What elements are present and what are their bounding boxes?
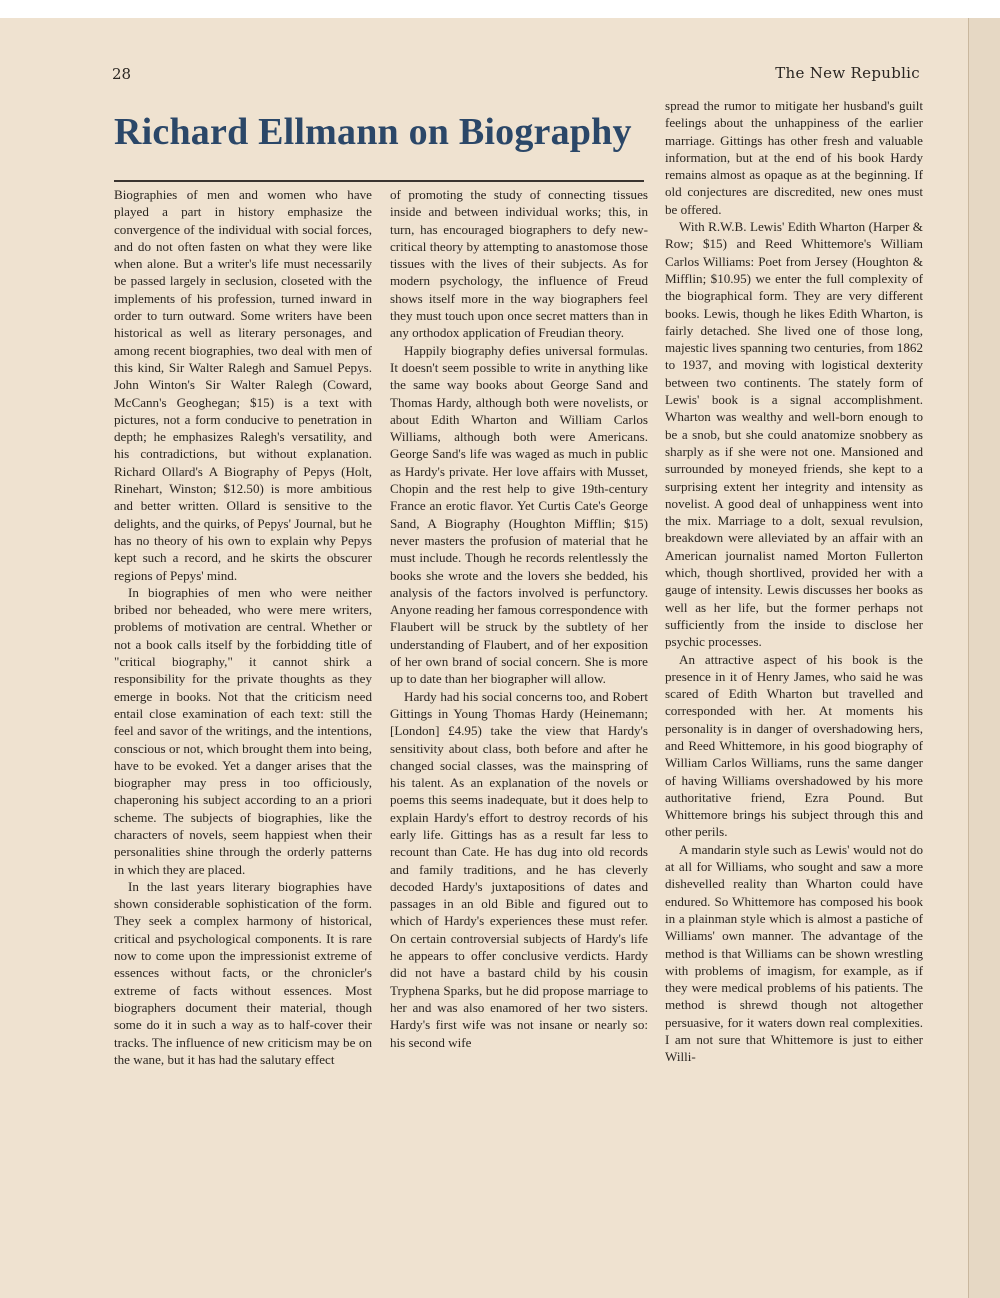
text-column-1	[114, 186, 372, 1068]
text-column-2	[390, 186, 648, 1051]
page-number: 28	[112, 65, 132, 83]
publication-name: The New Republic	[775, 64, 920, 82]
paragraph: Biographies of men and women who have played a part in history emphasize the convergence of the individual with social forces, and do not often fasten on what they were like when alone. But a writer's life must necessarily be passed largely in seclusion, closeted with the implements of his profession, turned inward in order to turn outward. Some writers have been historical as well as literary personages, and among recent biographies, two deal with men of this kind, Sir Walter Ralegh and Samuel Pepys. John Winton's Sir Walter Ralegh (Coward, McCann's Geoghegan; $15) is a text with pictures, not a form conducive to penetration in depth; he emphasizes Ralegh's versatility, and his contradictions, but without explanation. Richard Ollard's A Biography of Pepys (Holt, Rinehart, Winston; $12.50) is more ambitious and better written. Ollard is sensitive to the delights, and the quirks, of Pepys' Journal, but he has no theory of his own to explain why Pepys kept such a record, and he skirts the obscurer regions of Pepys' mind.	[114, 187, 372, 583]
paragraph: In biographies of men who were neither bribed nor beheaded, who were mere writers, problems of motivation are central. Whether or not a book calls itself by the forbidding title of "critical biography," it cannot shirk a responsibility for the private thoughts as they emerge in books. Not that the criticism need entail close examination of each text: still the feel and savor of the writings, and the intentions, conscious or not, which brought them into being, have to be evoked. Yet a danger arises that the biographer may press in too officiously, chaperoning his subject according to an a priori scheme. The subjects of biographies, like the characters of novels, seem happiest when their personalities shine through the orderly patterns in which they are placed.	[114, 584, 372, 877]
paragraph: Happily biography defies universal formulas. It doesn't seem possible to write in anything like the same way books about George Sand and Thomas Hardy, although both were novelists, or about Edith Wharton and William Carlos Williams, although both were Americans. George Sand's life was waged as much in public as Hardy's private. Her love affairs with Musset, Chopin and the rest help to give 19th-century France an erotic flavor. Yet Curtis Cate's George Sand, A Biography (Houghton Mifflin; $15) never masters the profusion of material that he must include. Though he records relentlessly the books she wrote and the lovers she bedded, his analysis of the factors involved is perfunctory. Anyone reading her famous correspondence with Flaubert will be struck by the subtlety of her understanding of Flaubert, and of her exposition of her own brand of social concern. She is more up to date than her biographer will allow.	[390, 342, 648, 687]
paragraph: Hardy had his social concerns too, and Robert Gittings in Young Thomas Hardy (Heinemann; [London] £4.95) take the view that Hardy's sensitivity about class, both before and after he changed social classes, was the mainspring of his talent. As an explanation of the novels or poems this seems inadequate, but it does help to explain Hardy's effort to destroy records of his early life. Gittings has as a result far less to recount than Cate. He has dug into old records and family traditions, and he has cleverly decoded Hardy's juxtapositions of dates and passages in an old Bible and figured out to which of Hardy's experiences these must refer. On certain controversial subjects of Hardy's life he appears to offer conclusive verdicts. Hardy did not have a bastard child by his cousin Tryphena Sparks, but he did propose marriage to her and was also enamored of her two sisters. Hardy's first wife was not insane or nearly so: his second wife	[390, 688, 648, 1050]
title-rule	[114, 180, 644, 182]
paragraph: of promoting the study of connecting tissues inside and between individual works; this, in turn, has encouraged biographers to defy new-critical theory by attempting to anastomose those tissues with the lives of their subjects. As for modern psychology, the influence of Freud shows itself more in the way biographers feel they must touch upon once secret matters than in any orthodox application of Freudian theory.	[390, 187, 648, 341]
paragraph: In the last years literary biographies have shown considerable sophistication of the form. They seek a complex harmony of historical, critical and psychological components. It is rare now to come upon the impressionist extreme of essences without facts, or the chronicler's extreme of facts without essences. Most biographers document their material, though some do it in such a way as to half-cover their tracks. The influence of new criticism may be on the wane, but it has had the salutary effect	[114, 878, 372, 1067]
text-column-3	[665, 97, 923, 1066]
paragraph: An attractive aspect of his book is the presence in it of Henry James, who said he was scared of Edith Wharton but travelled and corresponded with her. At moments his personality is in danger of overshadowing hers, and Reed Whittemore, in his good biography of William Carlos Williams, runs the same danger of having Williams overshadowed by his more authoritative friend, Ezra Pound. But Whittemore brings his subject through this and other perils.	[665, 651, 923, 840]
paragraph: spread the rumor to mitigate her husband's guilt feelings about the unhappiness of the earlier marriage. Gittings has other fresh and valuable information, but at the end of his book Hardy remains almost as opaque as at the beginning. If old conjectures are discredited, new ones must be offered.	[665, 98, 923, 217]
article-title: Richard Ellmann on Biography	[114, 111, 632, 153]
paragraph: With R.W.B. Lewis' Edith Wharton (Harper & Row; $15) and Reed Whittemore's William Carlos Williams: Poet from Jersey (Houghton & Mifflin; $10.95) we enter the full complexity of the biographical form. They are very different books. Lewis, though he likes Edith Wharton, is fairly detached. She lived one of those long, majestic lives spanning two centuries, from 1862 to 1937, and moving with logistical dexterity between two continents. The stately form of Lewis' book is a signal accomplishment. Wharton was wealthy and well-born enough to be a snob, but she could anatomize snobbery as sharply as if she were not one. Mansioned and surrounded by moneyed friends, she kept to a surprising extent her integrity and intensity as novelist. A good deal of unhappiness went into the mix. Marriage to a dolt, sexual revulsion, breakdown were alleviated by an affair with an American journalist named Morton Fullerton which, though shortlived, provided her with a gauge of intensity. Lewis discusses her books as well as her life, but the former perhaps not sufficiently from the inside to disclose her psychic processes.	[665, 219, 923, 650]
paragraph: A mandarin style such as Lewis' would not do at all for Williams, who sought and saw a more dishevelled reality than Wharton could have endured. So Whittemore has composed his book in a plainman style which is almost a pastiche of Williams' own manner. The advantage of the method is that Williams can be shown wrestling with problems of imagism, for example, as if they were medical problems of his patients. The method is shrewd though not altogether persuasive, for it waters down real complexities. I am not sure that Whittemore is just to either Willi-	[665, 841, 923, 1065]
adjacent-page-edge	[968, 18, 1000, 1298]
